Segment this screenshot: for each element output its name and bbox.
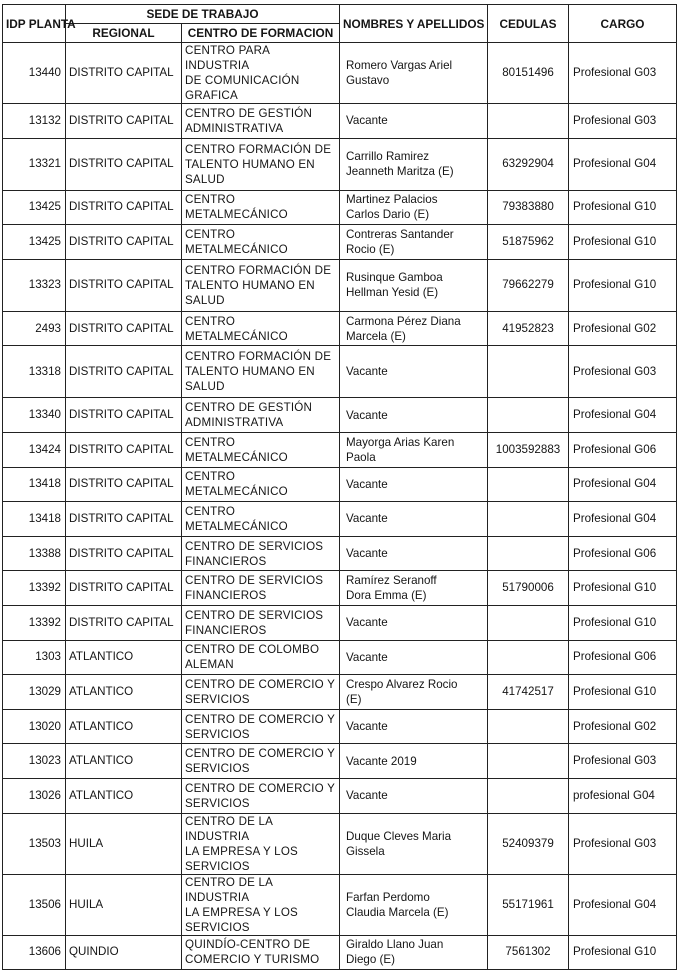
cell-regional: DISTRITO CAPITAL bbox=[66, 311, 182, 346]
table-row bbox=[3, 709, 677, 744]
cell-idp-planta: 13023 bbox=[3, 744, 66, 779]
centro-line: CENTRO DE SERVICIOS bbox=[185, 539, 324, 553]
cell-centro-de-formacion bbox=[182, 104, 340, 139]
cell-cedula: 51790006 bbox=[488, 571, 569, 606]
centro-line: CENTRO DE COMERCIO Y bbox=[185, 747, 336, 761]
nombre-line: Marcela (E) bbox=[346, 329, 406, 343]
cell-centro-de-formacion bbox=[182, 874, 340, 935]
cell-regional: DISTRITO CAPITAL bbox=[66, 502, 182, 537]
cell-centro-de-formacion bbox=[182, 138, 340, 190]
centro-line: METALMECÁNICO bbox=[185, 242, 288, 256]
cell-cedula: 55171961 bbox=[488, 874, 569, 935]
cell-cargo: Profesional G04 bbox=[569, 398, 677, 433]
table-row bbox=[3, 571, 677, 606]
cell-nombres-apellidos bbox=[340, 225, 488, 260]
table-row bbox=[3, 640, 677, 675]
nombre-line: Hellman Yesid (E) bbox=[346, 286, 439, 300]
cell-centro-de-formacion bbox=[182, 190, 340, 225]
table-row bbox=[3, 744, 677, 779]
centro-line: SALUD bbox=[185, 380, 225, 394]
centro-line: SALUD bbox=[185, 293, 225, 307]
cell-centro-de-formacion bbox=[182, 813, 340, 874]
centro-line: CENTRO bbox=[185, 193, 236, 207]
table-body bbox=[3, 43, 677, 970]
cell-regional: ATLANTICO bbox=[66, 675, 182, 710]
nombre-line: Contreras Santander bbox=[346, 227, 454, 241]
cell-regional: ATLANTICO bbox=[66, 744, 182, 779]
cell-cargo: Profesional G10 bbox=[569, 605, 677, 640]
centro-line: CENTRO DE COMERCIO Y bbox=[185, 781, 336, 795]
cell-cargo: Profesional G10 bbox=[569, 571, 677, 606]
nombre-line: Martinez Palacios bbox=[346, 193, 438, 207]
cell-cedula: 79383880 bbox=[488, 190, 569, 225]
table-row bbox=[3, 190, 677, 225]
cell-cargo: Profesional G04 bbox=[569, 467, 677, 502]
cell-cedula: 7561302 bbox=[488, 935, 569, 970]
cell-idp-planta: 13318 bbox=[3, 346, 66, 398]
cell-centro-de-formacion bbox=[182, 311, 340, 346]
cell-idp-planta: 13392 bbox=[3, 605, 66, 640]
nombre-line: Paola bbox=[346, 450, 376, 464]
cell-regional: DISTRITO CAPITAL bbox=[66, 467, 182, 502]
nombre-line: Gissela bbox=[346, 844, 385, 858]
cell-cedula bbox=[488, 398, 569, 433]
header-sede-de-trabajo: SEDE DE TRABAJO bbox=[66, 5, 340, 24]
cell-cargo: Profesional G03 bbox=[569, 104, 677, 139]
cell-nombres-apellidos bbox=[340, 432, 488, 467]
cell-cargo: Profesional G04 bbox=[569, 874, 677, 935]
table-row bbox=[3, 43, 677, 104]
centro-line: CENTRO DE GESTIÓN bbox=[185, 401, 313, 415]
cell-cedula bbox=[488, 744, 569, 779]
cell-cargo: Profesional G03 bbox=[569, 346, 677, 398]
cell-cedula bbox=[488, 709, 569, 744]
centro-line: SERVICIOS bbox=[185, 859, 250, 873]
cell-centro-de-formacion bbox=[182, 675, 340, 710]
cell-nombres-apellidos bbox=[340, 346, 488, 398]
nombre-line: Vacante bbox=[346, 616, 388, 630]
cell-idp-planta: 13340 bbox=[3, 398, 66, 433]
cell-centro-de-formacion bbox=[182, 43, 340, 104]
cell-cargo: Profesional G10 bbox=[569, 259, 677, 311]
nombre-line: Diego (E) bbox=[346, 953, 395, 967]
table-row bbox=[3, 138, 677, 190]
nombre-line: Vacante bbox=[346, 720, 388, 734]
cell-centro-de-formacion bbox=[182, 640, 340, 675]
nombre-line: Duque Cleves Maria bbox=[346, 829, 452, 843]
cell-idp-planta: 13418 bbox=[3, 502, 66, 537]
cell-cargo: Profesional G02 bbox=[569, 709, 677, 744]
cell-idp-planta: 13440 bbox=[3, 43, 66, 104]
cell-nombres-apellidos bbox=[340, 675, 488, 710]
cell-cargo: Profesional G03 bbox=[569, 813, 677, 874]
table-header bbox=[3, 5, 677, 43]
centro-line: GRAFICA bbox=[185, 89, 238, 102]
cell-centro-de-formacion bbox=[182, 225, 340, 260]
nombre-line: Claudia Marcela (E) bbox=[346, 905, 449, 919]
header-regional: REGIONAL bbox=[66, 24, 182, 43]
cell-regional: DISTRITO CAPITAL bbox=[66, 190, 182, 225]
cell-cedula: 51875962 bbox=[488, 225, 569, 260]
cell-cargo: Profesional G04 bbox=[569, 502, 677, 537]
cell-nombres-apellidos bbox=[340, 467, 488, 502]
nombre-line: Vacante bbox=[346, 789, 388, 803]
cell-regional: QUINDIO bbox=[66, 935, 182, 970]
centro-line: SERVICIOS bbox=[185, 692, 250, 706]
centro-line: METALMECÁNICO bbox=[185, 485, 288, 499]
cell-cedula bbox=[488, 778, 569, 813]
centro-line: SERVICIOS bbox=[185, 920, 250, 934]
nombre-line: Giraldo Llano Juan bbox=[346, 938, 444, 952]
table-row bbox=[3, 432, 677, 467]
header-idp-planta bbox=[3, 5, 76, 43]
cell-regional: ATLANTICO bbox=[66, 778, 182, 813]
cell-idp-planta: 13606 bbox=[3, 935, 66, 970]
table-row bbox=[3, 346, 677, 398]
cell-cargo: Profesional G06 bbox=[569, 432, 677, 467]
cell-cedula bbox=[488, 536, 569, 571]
cell-idp-planta: 13132 bbox=[3, 104, 66, 139]
centro-line: CENTRO FORMACIÓN DE bbox=[185, 142, 332, 156]
cell-nombres-apellidos bbox=[340, 502, 488, 537]
table-row bbox=[3, 874, 677, 935]
centro-line: FINANCIEROS bbox=[185, 589, 267, 603]
centro-line: CENTRO FORMACIÓN DE bbox=[185, 263, 332, 277]
centro-line: SALUD bbox=[185, 172, 225, 186]
cell-idp-planta: 13323 bbox=[3, 259, 66, 311]
personnel-table bbox=[2, 4, 677, 970]
cell-cedula: 80151496 bbox=[488, 43, 569, 104]
centro-line: CENTRO DE SERVICIOS bbox=[185, 574, 324, 588]
centro-line: METALMECÁNICO bbox=[185, 450, 288, 464]
centro-line: LA EMPRESA Y LOS bbox=[185, 905, 298, 919]
centro-line: CENTRO bbox=[185, 470, 236, 484]
centro-line: LA EMPRESA Y LOS bbox=[185, 844, 298, 858]
nombre-line: Vacante bbox=[346, 477, 388, 491]
cell-cedula: 63292904 bbox=[488, 138, 569, 190]
cell-regional: DISTRITO CAPITAL bbox=[66, 536, 182, 571]
centro-line: METALMECÁNICO bbox=[185, 208, 288, 222]
table-row bbox=[3, 813, 677, 874]
nombre-line: Farfan Perdomo bbox=[346, 890, 430, 904]
nombre-line: Vacante bbox=[346, 650, 388, 664]
cell-nombres-apellidos bbox=[340, 259, 488, 311]
cell-cedula: 41952823 bbox=[488, 311, 569, 346]
nombre-line: Ramírez Seranoff bbox=[346, 574, 437, 588]
cell-nombres-apellidos bbox=[340, 744, 488, 779]
centro-line: DE COMUNICACIÓN bbox=[185, 74, 300, 87]
cell-regional: ATLANTICO bbox=[66, 640, 182, 675]
nombre-line: Vacante bbox=[346, 408, 388, 422]
cell-idp-planta: 2493 bbox=[3, 311, 66, 346]
table-row bbox=[3, 311, 677, 346]
cell-cedula bbox=[488, 467, 569, 502]
cell-cargo: Profesional G06 bbox=[569, 640, 677, 675]
centro-line: ALEMAN bbox=[185, 658, 234, 672]
cell-idp-planta: 13425 bbox=[3, 190, 66, 225]
nombre-line: Gustavo bbox=[346, 74, 390, 87]
cell-cedula bbox=[488, 104, 569, 139]
cell-regional: DISTRITO CAPITAL bbox=[66, 138, 182, 190]
cell-centro-de-formacion bbox=[182, 778, 340, 813]
cell-centro-de-formacion bbox=[182, 536, 340, 571]
cell-centro-de-formacion bbox=[182, 346, 340, 398]
cell-idp-planta: 13418 bbox=[3, 467, 66, 502]
centro-line: FINANCIEROS bbox=[185, 554, 267, 568]
cell-regional: DISTRITO CAPITAL bbox=[66, 43, 182, 104]
cell-cedula bbox=[488, 640, 569, 675]
cell-idp-planta: 13388 bbox=[3, 536, 66, 571]
table-row bbox=[3, 467, 677, 502]
centro-line: CENTRO DE COMERCIO Y bbox=[185, 712, 336, 726]
cell-cedula: 79662279 bbox=[488, 259, 569, 311]
centro-line: SERVICIOS bbox=[185, 796, 250, 810]
cell-idp-planta: 13026 bbox=[3, 778, 66, 813]
table-row bbox=[3, 675, 677, 710]
cell-cargo: Profesional G10 bbox=[569, 675, 677, 710]
cell-nombres-apellidos bbox=[340, 640, 488, 675]
cell-idp-planta: 13506 bbox=[3, 874, 66, 935]
cell-centro-de-formacion bbox=[182, 259, 340, 311]
header-idp-line2: PLANTA bbox=[28, 16, 76, 31]
cell-regional: DISTRITO CAPITAL bbox=[66, 346, 182, 398]
personnel-table-document bbox=[2, 4, 677, 970]
centro-line: FINANCIEROS bbox=[185, 623, 267, 637]
header-nombres-line2: APELLIDOS bbox=[416, 16, 485, 31]
nombre-line: Vacante 2019 bbox=[346, 754, 417, 768]
cell-nombres-apellidos bbox=[340, 709, 488, 744]
centro-line: TALENTO HUMANO EN bbox=[185, 157, 315, 171]
cell-cargo: profesional G04 bbox=[569, 778, 677, 813]
header-nombres-line1: NOMBRES Y bbox=[343, 16, 415, 31]
cell-regional: HUILA bbox=[66, 874, 182, 935]
cell-nombres-apellidos bbox=[340, 571, 488, 606]
nombre-line: Carmona Pérez Diana bbox=[346, 314, 461, 328]
cell-idp-planta: 13392 bbox=[3, 571, 66, 606]
centro-line: CENTRO bbox=[185, 435, 236, 449]
nombre-line: Rusinque Gamboa bbox=[346, 271, 443, 285]
cell-nombres-apellidos bbox=[340, 813, 488, 874]
table-row bbox=[3, 778, 677, 813]
cell-nombres-apellidos bbox=[340, 104, 488, 139]
nombre-line: Vacante bbox=[346, 365, 388, 379]
cell-cargo: Profesional G10 bbox=[569, 225, 677, 260]
cell-cargo: Profesional G03 bbox=[569, 744, 677, 779]
cell-regional: DISTRITO CAPITAL bbox=[66, 571, 182, 606]
cell-idp-planta: 13503 bbox=[3, 813, 66, 874]
centro-line: CENTRO DE GESTIÓN bbox=[185, 106, 313, 120]
header-cargo: CARGO bbox=[569, 5, 677, 43]
centro-line: SERVICIOS bbox=[185, 762, 250, 776]
centro-line: CENTRO DE COLOMBO bbox=[185, 643, 320, 657]
nombre-line: Vacante bbox=[346, 114, 388, 128]
centro-line: TALENTO HUMANO EN bbox=[185, 278, 315, 292]
cell-centro-de-formacion bbox=[182, 744, 340, 779]
cell-nombres-apellidos bbox=[340, 398, 488, 433]
nombre-line: Vacante bbox=[346, 512, 388, 526]
nombre-line: Romero Vargas Ariel bbox=[346, 59, 453, 72]
centro-line: METALMECÁNICO bbox=[185, 329, 288, 343]
cell-regional: DISTRITO CAPITAL bbox=[66, 398, 182, 433]
cell-cedula bbox=[488, 346, 569, 398]
table-row bbox=[3, 398, 677, 433]
nombre-line: Rocio (E) bbox=[346, 242, 395, 256]
cell-cargo: Profesional G03 bbox=[569, 43, 677, 104]
cell-cargo: Profesional G02 bbox=[569, 311, 677, 346]
table-row bbox=[3, 225, 677, 260]
cell-cedula: 41742517 bbox=[488, 675, 569, 710]
cell-centro-de-formacion bbox=[182, 709, 340, 744]
centro-line: COMERCIO Y TURISMO bbox=[185, 953, 320, 967]
cell-nombres-apellidos bbox=[340, 43, 488, 104]
centro-line: CENTRO DE SERVICIOS bbox=[185, 608, 324, 622]
cell-nombres-apellidos bbox=[340, 536, 488, 571]
table-row bbox=[3, 935, 677, 970]
cell-idp-planta: 13425 bbox=[3, 225, 66, 260]
centro-line: CENTRO bbox=[185, 314, 236, 328]
cell-regional: DISTRITO CAPITAL bbox=[66, 104, 182, 139]
cell-nombres-apellidos bbox=[340, 190, 488, 225]
centro-line: QUINDÍO-CENTRO DE bbox=[185, 938, 311, 952]
centro-line: CENTRO DE LA INDUSTRIA bbox=[185, 875, 273, 904]
centro-line: TALENTO HUMANO EN bbox=[185, 365, 315, 379]
cell-nombres-apellidos bbox=[340, 874, 488, 935]
cell-centro-de-formacion bbox=[182, 432, 340, 467]
cell-cargo: Profesional G04 bbox=[569, 138, 677, 190]
header-cedulas: CEDULAS bbox=[488, 5, 569, 43]
cell-centro-de-formacion bbox=[182, 398, 340, 433]
nombre-line: Crespo Alvarez Rocio bbox=[346, 677, 458, 691]
cell-idp-planta: 13424 bbox=[3, 432, 66, 467]
nombre-line: Carrillo Ramirez bbox=[346, 150, 430, 164]
cell-regional: DISTRITO CAPITAL bbox=[66, 259, 182, 311]
nombre-line: Vacante bbox=[346, 547, 388, 561]
centro-line: METALMECÁNICO bbox=[185, 519, 288, 533]
cell-cedula: 1003592883 bbox=[488, 432, 569, 467]
cell-centro-de-formacion bbox=[182, 605, 340, 640]
cell-cedula: 52409379 bbox=[488, 813, 569, 874]
nombre-line: Carlos Dario (E) bbox=[346, 208, 430, 222]
cell-nombres-apellidos bbox=[340, 138, 488, 190]
cell-centro-de-formacion bbox=[182, 571, 340, 606]
cell-regional: DISTRITO CAPITAL bbox=[66, 432, 182, 467]
cell-regional: HUILA bbox=[66, 813, 182, 874]
nombre-line: (E) bbox=[346, 692, 362, 706]
table-row bbox=[3, 259, 677, 311]
cell-nombres-apellidos bbox=[340, 935, 488, 970]
centro-line: ADMINISTRATIVA bbox=[185, 416, 284, 430]
table-row bbox=[3, 536, 677, 571]
cell-idp-planta: 13029 bbox=[3, 675, 66, 710]
centro-line: CENTRO bbox=[185, 504, 236, 518]
cell-cedula bbox=[488, 502, 569, 537]
cell-regional: DISTRITO CAPITAL bbox=[66, 605, 182, 640]
cell-regional: ATLANTICO bbox=[66, 709, 182, 744]
cell-nombres-apellidos bbox=[340, 605, 488, 640]
table-row bbox=[3, 104, 677, 139]
cell-regional: DISTRITO CAPITAL bbox=[66, 225, 182, 260]
cell-idp-planta: 13020 bbox=[3, 709, 66, 744]
centro-line: CENTRO PARA INDUSTRIA bbox=[185, 44, 270, 72]
centro-line: CENTRO bbox=[185, 227, 236, 241]
centro-line: SERVICIOS bbox=[185, 727, 250, 741]
cell-nombres-apellidos bbox=[340, 778, 488, 813]
table-row bbox=[3, 502, 677, 537]
centro-line: ADMINISTRATIVA bbox=[185, 121, 284, 135]
header-nombres-apellidos bbox=[340, 5, 488, 43]
cell-cargo: Profesional G10 bbox=[569, 190, 677, 225]
nombre-line: Mayorga Arias Karen bbox=[346, 435, 455, 449]
cell-centro-de-formacion bbox=[182, 935, 340, 970]
nombre-line: Jeanneth Maritza (E) bbox=[346, 165, 454, 179]
cell-cargo: Profesional G06 bbox=[569, 536, 677, 571]
centro-line: CENTRO DE LA INDUSTRIA bbox=[185, 814, 273, 843]
header-idp-line1: IDP bbox=[6, 16, 26, 31]
cell-cargo: Profesional G10 bbox=[569, 935, 677, 970]
cell-idp-planta: 1303 bbox=[3, 640, 66, 675]
header-centro-de-formacion: CENTRO DE FORMACION bbox=[182, 24, 340, 43]
cell-idp-planta: 13321 bbox=[3, 138, 66, 190]
cell-nombres-apellidos bbox=[340, 311, 488, 346]
cell-centro-de-formacion bbox=[182, 467, 340, 502]
cell-centro-de-formacion bbox=[182, 502, 340, 537]
centro-line: CENTRO FORMACIÓN DE bbox=[185, 350, 332, 364]
table-row bbox=[3, 605, 677, 640]
cell-cedula bbox=[488, 605, 569, 640]
nombre-line: Dora Emma (E) bbox=[346, 589, 427, 603]
centro-line: CENTRO DE COMERCIO Y bbox=[185, 677, 336, 691]
